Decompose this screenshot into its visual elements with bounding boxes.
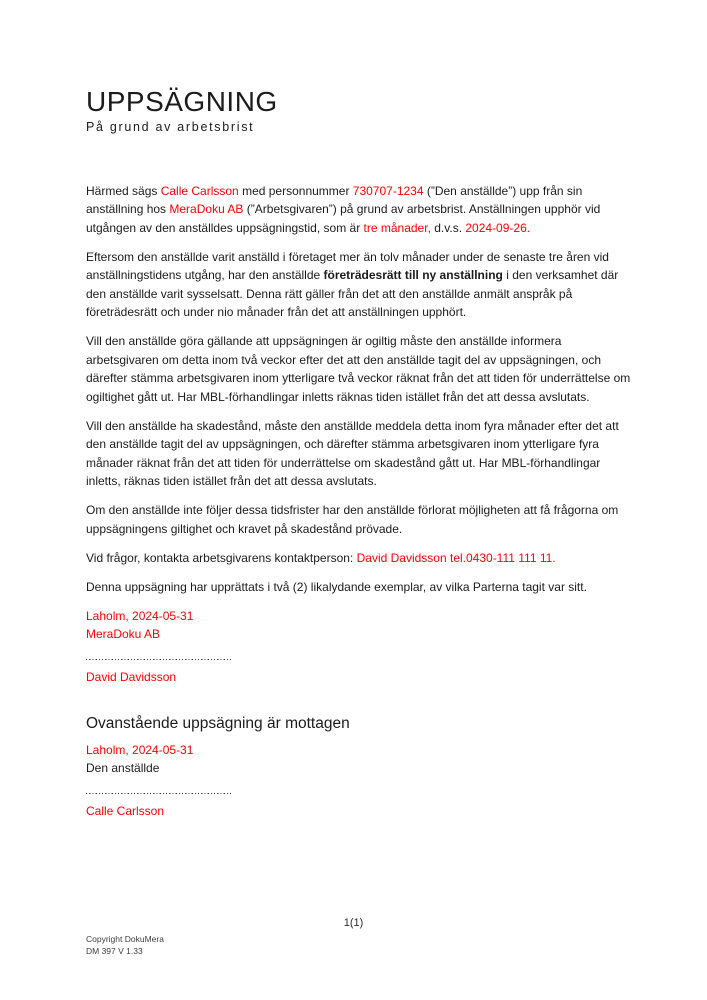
text-segment: (”Arbetsgivaren”) på grund av arbetsbrist. Anställningen upphör vid utgången av den anställdes uppsägningstid, som är: [86, 202, 601, 235]
text-segment: Vill den anställde ha skadestånd, måste den anställde meddela detta inom fyra månader efter det att den anställde tagit del av uppsägningen, och därefter stämma arbetsgivaren inom ytterligare fyra månader räknat från det att tiden för underrättelse om skadestånd gått ut. Har MBL-förhandlingar inletts, räknas tiden istället från det att dessa avslutats.: [86, 418, 619, 489]
text-segment: Eftersom den anställde varit anställd i företaget mer än tolv månader under de senaste tre åren vid anställningstidens utgång, har den anställde: [86, 249, 609, 283]
document-content: [86, 88, 631, 821]
employee-signatory-name: Calle Carlsson: [86, 804, 165, 819]
text-segment: 730707-1234: [352, 183, 424, 198]
employee-signature-line: [86, 793, 232, 795]
page-subtitle: På grund av arbetsbrist: [86, 120, 255, 134]
text-segment: 2024-09-26.: [465, 220, 531, 235]
text-segment: tre månader,: [363, 220, 431, 235]
text-segment: Denna uppsägning har upprättats i två (2) likalydande exemplar, av vilka Parterna tagit var sitt.: [86, 579, 587, 594]
receipt-role-label: Den anställde: [86, 761, 160, 776]
paragraph-contact-person: [86, 549, 631, 568]
page-number: 1(1): [343, 917, 364, 929]
page-title: UPPSÄGNING: [86, 86, 278, 117]
employer-signature-block: [86, 607, 631, 687]
employer-signatory-name: David Davidsson: [86, 670, 177, 685]
text-segment: Vill den anställde göra gällande att uppsägningen är ogiltig måste den anställde informera arbetsgivaren om detta inom två veckor efter det att den anställde tagit del av uppsägningen, och därefter stämma arbetsgivaren inom ytterligare två veckor räknat från det att tiden för underrättelse om ogiltighet gått ut. Har MBL-förhandlingar inletts räknas tiden istället från det att dessa avslutats.: [86, 334, 631, 404]
paragraph-copies: [86, 578, 631, 597]
text-segment: med personnummer: [238, 183, 353, 198]
text-segment: Calle Carlsson: [160, 183, 239, 198]
receipt-place-date: Laholm, 2024-05-31: [86, 742, 194, 757]
text-segment: Om den anställde inte följer dessa tidsfrister har den anställde förlorat möjligheten att få frågorna om uppsägningens giltighet och kravet på skadestånd prövade.: [86, 503, 619, 536]
paragraph-damages-claim: [86, 417, 631, 491]
paragraph-invalidity-claim: [86, 332, 631, 406]
text-segment: Vid frågor, kontakta arbetsgivarens kontaktperson:: [86, 550, 357, 565]
text-segment: i den verksamhet där den anställde varit sysselsatt. Denna rätt gäller från det att den anställde anmält anspråk på företrädesrätt och under nio månader från det att anställningen upphört.: [86, 268, 619, 320]
text-segment: d.v.s.: [430, 220, 466, 235]
paragraph-termination-statement: [86, 182, 631, 238]
employer-company-name: MeraDoku AB: [86, 627, 161, 642]
text-segment: David Davidsson tel.0430-111 111 11.: [356, 550, 556, 565]
paragraph-deadline-warning: [86, 501, 631, 538]
text-segment: företrädesrätt till ny anställning: [323, 268, 503, 283]
employer-place-date: Laholm, 2024-05-31: [86, 608, 194, 623]
copyright-block: [86, 934, 164, 957]
receipt-heading: Ovanstående uppsägning är mottagen: [86, 714, 350, 732]
document-version-text: DM 397 V 1.33: [86, 945, 143, 956]
text-segment: Härmed sägs: [86, 183, 161, 198]
employer-signature-line: [86, 659, 232, 661]
text-segment: MeraDoku AB: [169, 202, 244, 217]
paragraph-reemployment-right: [86, 248, 631, 322]
copyright-text: Copyright DokuMera: [86, 934, 164, 944]
text-segment: (”Den anställde”) upp från sin anställning hos: [86, 183, 583, 217]
employee-signature-block: [86, 741, 631, 821]
